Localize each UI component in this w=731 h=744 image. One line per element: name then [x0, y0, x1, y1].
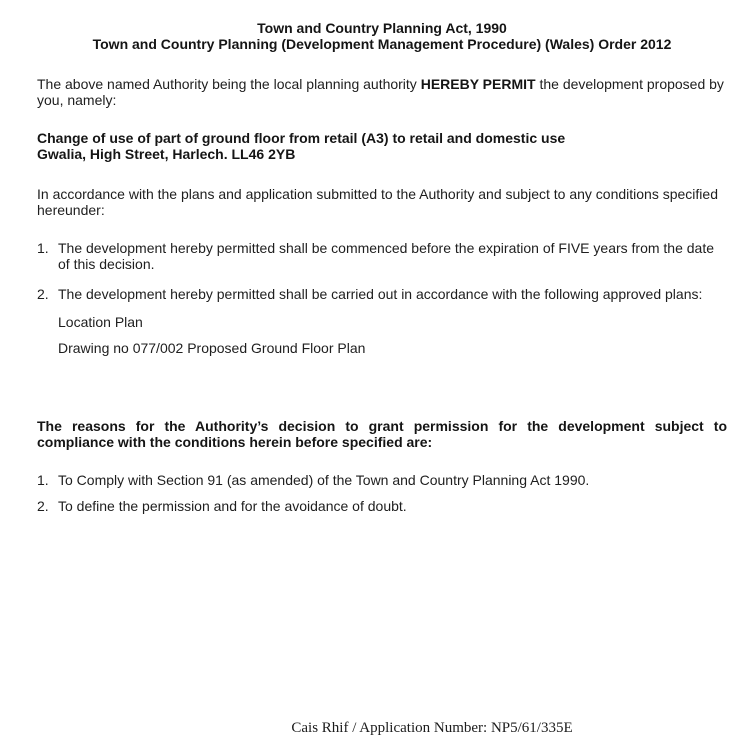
accordance-paragraph: In accordance with the plans and application submitted to the Authority and subject to any conditions specified hereunder:	[37, 186, 718, 218]
reason-text-2: To define the permission and for the avoidance of doubt.	[58, 498, 407, 514]
condition-number-1: 1.	[37, 240, 49, 256]
condition-item-2	[37, 286, 727, 302]
application-number-footer: Cais Rhif / Application Number: NP5/61/335E	[291, 720, 573, 736]
reasons-heading: The reasons for the Authority’s decision to grant permission for the development subject to compliance with the conditions herein before specified are:	[37, 418, 727, 450]
title-line-2: Town and Country Planning (Development Management Procedure) (Wales) Order 2012	[92, 36, 672, 52]
document-title	[37, 20, 727, 52]
conditions-list	[37, 240, 727, 302]
title-line-1: Town and Country Planning Act, 1990	[257, 20, 507, 36]
intro-text-after: the development proposed by you, namely:	[37, 76, 724, 108]
reason-number-1: 1.	[37, 472, 49, 488]
condition-item-1	[37, 240, 727, 272]
permit-emphasis: HEREBY PERMIT	[420, 76, 536, 92]
development-block	[37, 130, 727, 162]
development-address: Gwalia, High Street, Harlech. LL46 2YB	[37, 146, 296, 162]
reason-item-2	[37, 498, 727, 514]
document-content	[37, 20, 727, 514]
approved-plan-line-1: Location Plan	[58, 314, 143, 330]
reason-item-1	[37, 472, 727, 488]
intro-paragraph	[37, 76, 727, 108]
reason-text-1: To Comply with Section 91 (as amended) of the Town and Country Planning Act 1990.	[58, 472, 590, 488]
development-description: Change of use of part of ground floor from retail (A3) to retail and domestic use	[37, 130, 566, 146]
condition-number-2: 2.	[37, 286, 49, 302]
condition-text-2: The development hereby permitted shall be carried out in accordance with the following approved plans:	[58, 286, 703, 302]
approved-plan-line-2: Drawing no 077/002 Proposed Ground Floor Plan	[58, 340, 366, 356]
condition-text-1: The development hereby permitted shall be commenced before the expiration of FIVE years from the date of this decision.	[58, 240, 715, 272]
reason-number-2: 2.	[37, 498, 49, 514]
intro-text-before: The above named Authority being the local planning authority	[37, 76, 421, 92]
reasons-list	[37, 472, 727, 514]
